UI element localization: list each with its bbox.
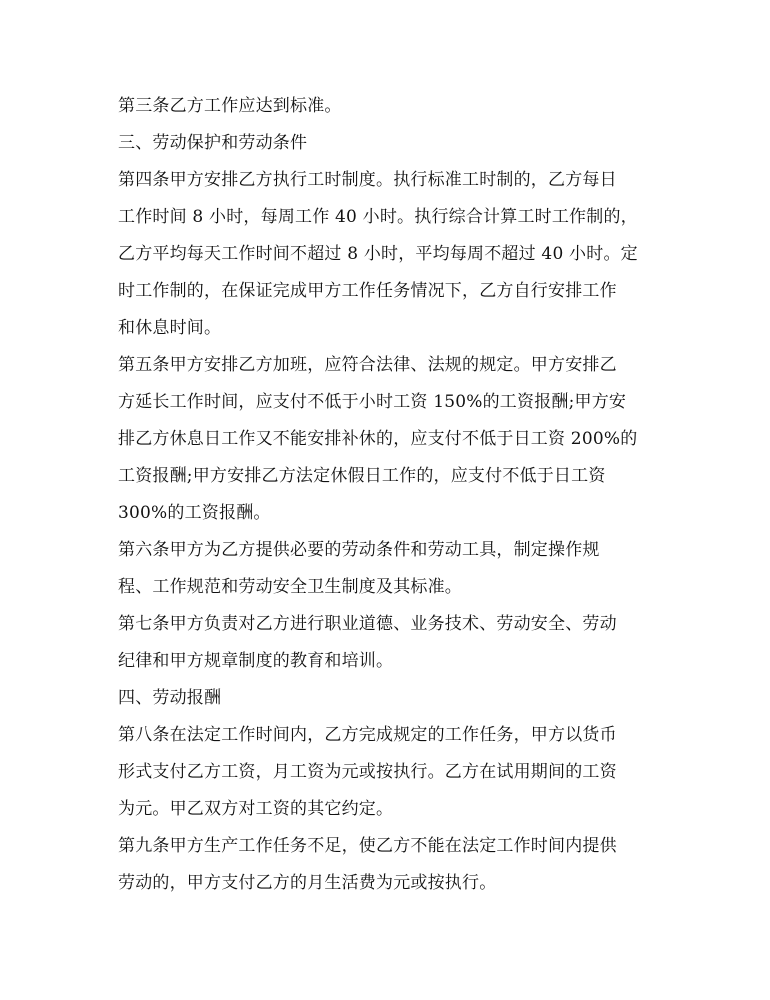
text-line-article-4-5: 和休息时间。 [118, 318, 222, 338]
document-body [118, 88, 658, 902]
text-line-article-4-2: 工作时间 8 小时，每周工作 40 小时。执行综合计算工时工作制的， [118, 207, 638, 227]
text-line-article-4-3: 乙方平均每天工作时间不超过 8 小时，平均每周不超过 40 小时。定 [118, 244, 638, 264]
text-line-article-8-3: 为元。甲乙双方对工资的其它约定。 [118, 799, 394, 819]
text-line-article-5-5: 300%的工资报酬。 [118, 503, 271, 523]
section-heading-labor-protection: 三、劳动保护和劳动条件 [118, 133, 308, 153]
section-heading-labor-remuneration: 四、劳动报酬 [118, 688, 222, 708]
text-line-article-9-2: 劳动的，甲方支付乙方的月生活费为元或按执行。 [118, 873, 497, 893]
text-line-article-4-1: 第四条甲方安排乙方执行工时制度。执行标准工时制的，乙方每日 [118, 170, 617, 190]
text-line-article-3: 第三条乙方工作应达到标准。 [118, 96, 342, 116]
text-line-article-7-1: 第七条甲方负责对乙方进行职业道德、业务技术、劳动安全、劳动 [118, 614, 617, 634]
text-line-article-5-3: 排乙方休息日工作又不能安排补休的，应支付不低于日工资 200%的 [118, 429, 638, 449]
text-line-article-8-2: 形式支付乙方工资，月工资为元或按执行。乙方在试用期间的工资 [118, 762, 617, 782]
text-line-article-7-2: 纪律和甲方规章制度的教育和培训。 [118, 651, 394, 671]
text-line-article-5-1: 第五条甲方安排乙方加班，应符合法律、法规的规定。甲方安排乙 [118, 355, 617, 375]
text-line-article-5-4: 工资报酬;甲方安排乙方法定休假日工作的，应支付不低于日工资 [118, 466, 606, 486]
text-line-article-4-4: 时工作制的，在保证完成甲方工作任务情况下，乙方自行安排工作 [118, 281, 617, 301]
text-line-article-9-1: 第九条甲方生产工作任务不足，使乙方不能在法定工作时间内提供 [118, 836, 617, 856]
text-line-article-6-1: 第六条甲方为乙方提供必要的劳动条件和劳动工具，制定操作规 [118, 540, 600, 560]
text-line-article-5-2: 方延长工作时间，应支付不低于小时工资 150%的工资报酬;甲方安 [118, 392, 627, 412]
text-line-article-6-2: 程、工作规范和劳动安全卫生制度及其标准。 [118, 577, 462, 597]
text-line-article-8-1: 第八条在法定工作时间内，乙方完成规定的工作任务，甲方以货币 [118, 725, 617, 745]
